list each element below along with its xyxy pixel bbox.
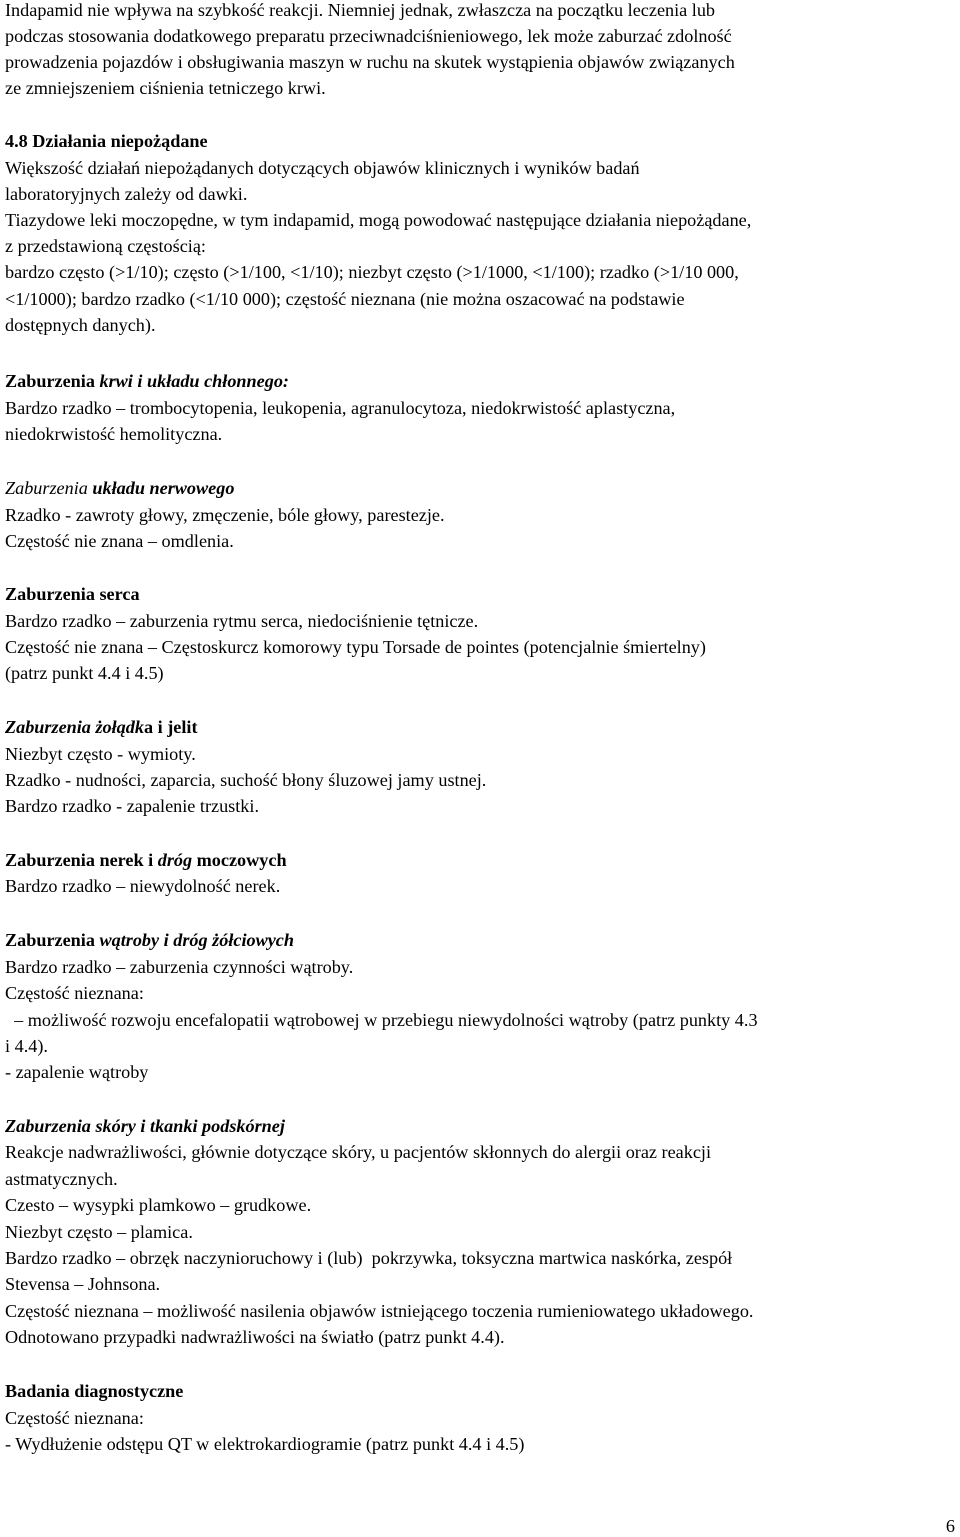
gi-line-1: Niezbyt często - wymioty. xyxy=(5,744,196,764)
section-intro-line-4: z przedstawioną częstością: xyxy=(5,236,206,256)
blood-line-2: niedokrwistość hemolityczna. xyxy=(5,424,223,444)
heart-heading: Zaburzenia serca xyxy=(5,584,140,604)
skin-line-5: Bardzo rzadko – obrzęk naczynioruchowy i (lub) pokrzywka, toksyczna martwica naskórka, zespół xyxy=(5,1248,733,1268)
liver-line-5: - zapalenie wątroby xyxy=(5,1062,149,1082)
gi-heading-part-a: Zaburzenia żołądk xyxy=(5,717,144,737)
kidney-line-1: Bardzo rzadko – niewydolność nerek. xyxy=(5,876,281,896)
nervous-line-2: Częstość nie znana – omdlenia. xyxy=(5,531,234,551)
skin-line-8: Odnotowano przypadki nadwrażliwości na światło (patrz punkt 4.4). xyxy=(5,1327,505,1347)
section-intro-line-2: laboratoryjnych zależy od dawki. xyxy=(5,184,248,204)
liver-heading xyxy=(5,927,294,953)
skin-line-4: Niezbyt często – plamica. xyxy=(5,1222,193,1242)
heart-line-3: (patrz punkt 4.4 i 4.5) xyxy=(5,663,164,683)
blood-line-1: Bardzo rzadko – trombocytopenia, leukopenia, agranulocytoza, niedokrwistość aplastyczna, xyxy=(5,398,676,418)
kidney-heading-part-c: moczowych xyxy=(192,850,287,870)
kidney-heading-part-b: dróg xyxy=(157,850,193,870)
gi-line-3: Bardzo rzadko - zapalenie trzustki. xyxy=(5,796,260,816)
liver-heading-part-b: wątroby i dróg żółciowych xyxy=(99,930,294,950)
nervous-heading-part-a: Zaburzenia xyxy=(5,478,93,498)
liver-line-3: – możliwość rozwoju encefalopatii wątrobowej w przebiegu niewydolności wątroby (patrz punkty 4.3 xyxy=(5,1010,758,1030)
blood-heading-part-b: krwi i układu chłonnego: xyxy=(99,371,289,391)
liver-line-2: Częstość nieznana: xyxy=(5,983,144,1003)
skin-line-1: Reakcje nadwrażliwości, głównie dotyczące skóry, u pacjentów skłonnych do alergii oraz reakcji xyxy=(5,1142,712,1162)
section-intro-line-1: Większość działań niepożądanych dotyczących objawów klinicznych i wyników badań xyxy=(5,158,640,178)
blood-heading-part-a: Zaburzenia xyxy=(5,371,100,391)
diagnostics-line-1: Częstość nieznana: xyxy=(5,1408,144,1428)
gi-heading-part-b: a i jelit xyxy=(143,717,198,737)
skin-line-6: Stevensa – Johnsona. xyxy=(5,1274,161,1294)
gi-heading xyxy=(5,714,198,740)
diagnostics-line-2: - Wydłużenie odstępu QT w elektrokardiogramie (patrz punkt 4.4 i 4.5) xyxy=(5,1434,525,1454)
liver-heading-part-a: Zaburzenia xyxy=(5,930,100,950)
section-intro-line-6: <1/1000); bardzo rzadko (<1/10 000); częstość nieznana (nie można oszacować na podstawie xyxy=(5,289,685,309)
section-intro-line-5: bardzo często (>1/10); często (>1/100, <1/10); niezbyt często (>1/1000, <1/100); rzadko (>1/10 000, xyxy=(5,262,739,282)
skin-line-2: astmatycznych. xyxy=(5,1169,118,1189)
nervous-heading xyxy=(5,475,234,501)
skin-line-3: Czesto – wysypki plamkowo – grudkowe. xyxy=(5,1195,312,1215)
skin-heading: Zaburzenia skóry i tkanki podskórnej xyxy=(5,1116,285,1136)
liver-line-1: Bardzo rzadko – zaburzenia czynności wątroby. xyxy=(5,957,354,977)
skin-line-7: Częstość nieznana – możliwość nasilenia objawów istniejącego toczenia rumieniowatego układowego. xyxy=(5,1301,754,1321)
kidney-heading-part-a: Zaburzenia nerek i xyxy=(5,850,158,870)
section-intro-line-7: dostępnych danych). xyxy=(5,315,156,335)
blood-heading xyxy=(5,368,289,394)
page-number: 6 xyxy=(945,1516,955,1536)
intro-line-3: prowadzenia pojazdów i obsługiwania maszyn w ruchu na skutek wystąpienia objawów związanych xyxy=(5,52,735,72)
liver-line-4: i 4.4). xyxy=(5,1036,48,1056)
heart-line-1: Bardzo rzadko – zaburzenia rytmu serca, niedociśnienie tętnicze. xyxy=(5,611,479,631)
section-heading: 4.8 Działania niepożądane xyxy=(5,131,208,151)
diagnostics-heading: Badania diagnostyczne xyxy=(5,1381,184,1401)
intro-line-4: ze zmniejszeniem ciśnienia tetniczego krwi. xyxy=(5,78,326,98)
gi-line-2: Rzadko - nudności, zaparcia, suchość błony śluzowej jamy ustnej. xyxy=(5,770,487,790)
intro-line-2: podczas stosowania dodatkowego preparatu przeciwnadciśnieniowego, lek może zaburzać zdolność xyxy=(5,26,732,46)
nervous-heading-part-b: układu nerwowego xyxy=(92,478,235,498)
heart-line-2: Częstość nie znana – Częstoskurcz komorowy typu Torsade de pointes (potencjalnie śmiertelny) xyxy=(5,637,706,657)
section-intro-line-3: Tiazydowe leki moczopędne, w tym indapamid, mogą powodować następujące działania niepożądane, xyxy=(5,210,752,230)
nervous-line-1: Rzadko - zawroty głowy, zmęczenie, bóle głowy, parestezje. xyxy=(5,505,445,525)
kidney-heading xyxy=(5,847,287,873)
intro-line-1: Indapamid nie wpływa na szybkość reakcji. Niemniej jednak, zwłaszcza na początku leczenia lub xyxy=(5,0,716,20)
